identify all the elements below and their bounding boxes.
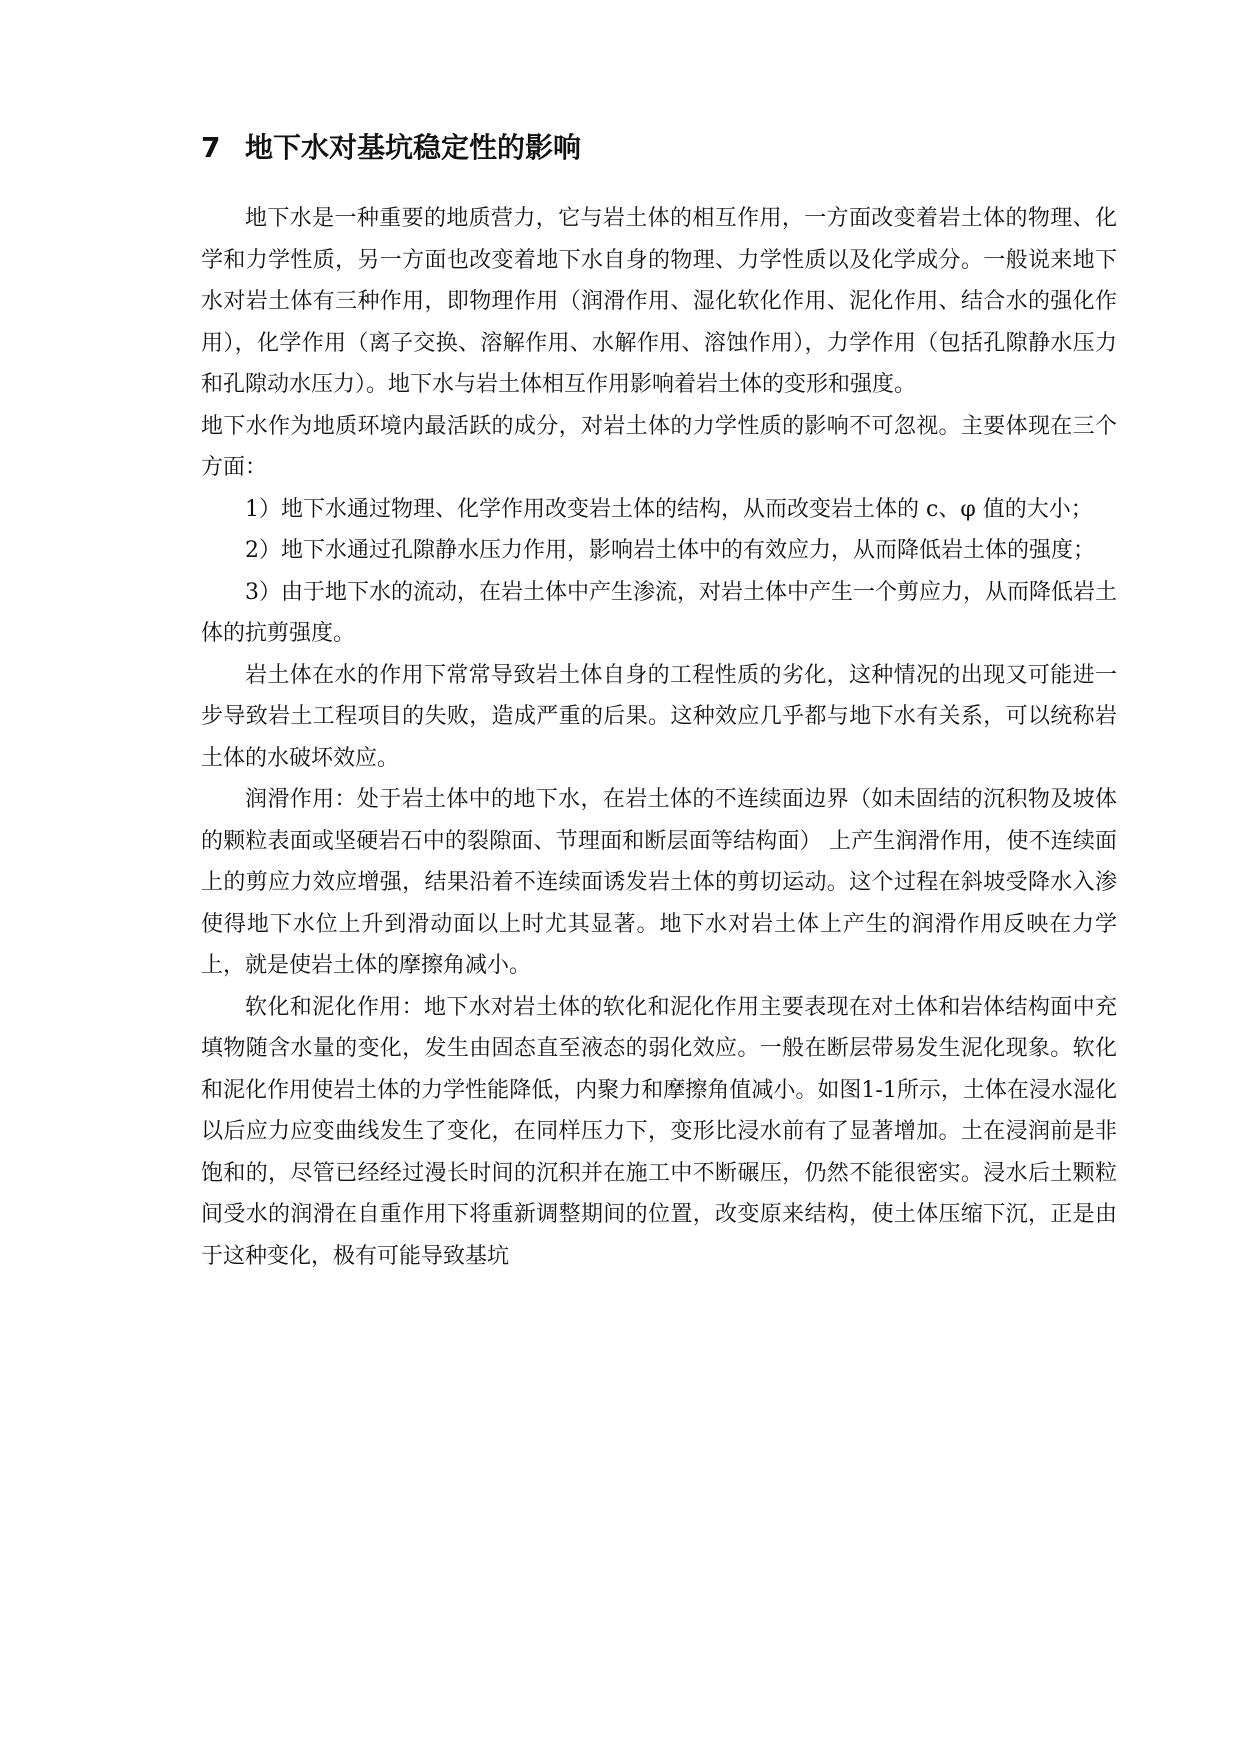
list-item-3: 3）由于地下水的流动，在岩土体中产生渗流，对岩土体中产生一个剪应力，从而降低岩土体的抗剪强度。 [201,579,1118,646]
paragraph-softening: 软化和泥化作用：地下水对岩土体的软化和泥化作用主要表现在对土体和岩体结构面中充填物随含水量的变化，发生由固态直至液态的弱化效应。一般在断层带易发生泥化现象。软化和泥化作用使岩土体的力学性能降低，内聚力和摩擦角值减小。如图1-1所示，土体在浸水湿化以后应力应变曲线发生了变化，在同样压力下，变形比浸水前有了显著增加。土在浸润前是非饱和的，尽管已经经过漫长时间的沉积并在施工中不断碾压，仍然不能很密实。浸水后土颗粒间受水的润滑在自重作用下将重新调整期间的位置，改变原来结构，使土体压缩下沉，正是由于这种变化，极有可能导致基坑 [201,994,1117,1269]
section-title: 地下水对基坑稳定性的影响 [245,131,582,164]
paragraph-water-damage: 岩土体在水的作用下常常导致岩土体自身的工程性质的劣化，这种情况的出现又可能进一步导致岩土工程项目的失败，造成严重的后果。这种效应几乎都与地下水有关系，可以统称岩土体的水破坏效应。 [201,662,1117,771]
list-item-1: 1）地下水通过物理、化学作用改变岩土体的结构，从而改变岩土体的 c、φ 值的大小； [245,496,1093,522]
section-heading [201,128,1117,168]
paragraph-aspects: 地下水作为地质环境内最活跃的成分，对岩土体的力学性质的影响不可忽视。主要体现在三个方面： [201,413,1117,480]
paragraph-lubrication: 润滑作用：处于岩土体中的地下水，在岩土体的不连续面边界（如未固结的沉积物及坡体的颗粒表面或坚硬岩石中的裂隙面、节理面和断层面等结构面） 上产生润滑作用，使不连续面上的剪应力效应增强，结果沿着不连续面诱发岩土体的剪切运动。这个过程在斜坡受降水入渗使得地下水位上升到滑动面以上时尤其显著。地下水对岩土体上产生的润滑作用反映在力学上，就是使岩土体的摩擦角减小。 [201,787,1117,978]
list-item-2: 2）地下水通过孔隙静水压力作用，影响岩土体中的有效应力，从而降低岩土体的强度； [245,538,1095,563]
page-content [201,128,1117,1277]
paragraph-intro: 地下水是一种重要的地质营力，它与岩土体的相互作用，一方面改变着岩土体的物理、化学和力学性质，另一方面也改变着地下水自身的物理、力学性质以及化学成分。一般说来地下水对岩土体有三种作用，即物理作用（润滑作用、湿化软化作用、泥化作用、结合水的强化作用），化学作用（离子交换、溶解作用、水解作用、溶蚀作用），力学作用（包括孔隙静水压力和孔隙动水压力）。地下水与岩土体相互作用影响着岩土体的变形和强度。 [201,206,1117,397]
section-number: 7 [201,131,221,164]
